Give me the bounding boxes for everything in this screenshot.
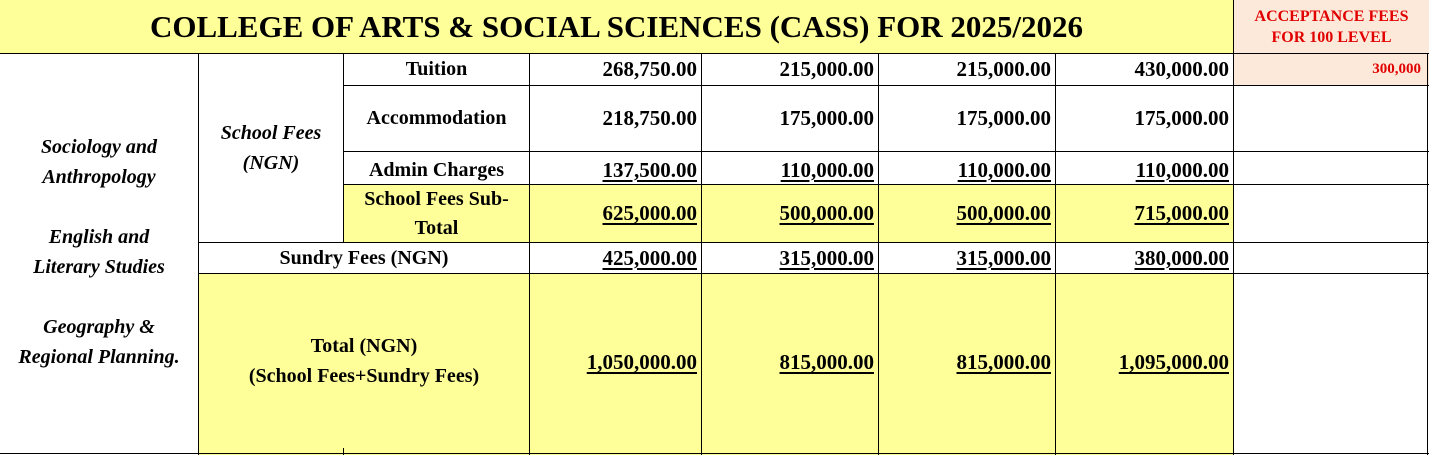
- tuition-value-1: [530, 54, 701, 85]
- accommodation-label-text: Accommodation: [366, 107, 507, 129]
- department-1-label: Sociology and Anthropology: [40, 136, 158, 188]
- subtotal-value-2-text: 500,000.00: [779, 201, 874, 225]
- grid-line: [0, 53, 1429, 54]
- accommodation-value-3: [879, 86, 1055, 151]
- total-value-3-text: 815,000.00: [956, 350, 1051, 374]
- grid-line: [343, 448, 344, 455]
- admin-value-3: [879, 152, 1055, 184]
- grid-line: [878, 53, 879, 455]
- acceptance-value: 300,000: [1372, 61, 1421, 77]
- sundry-value-1: [530, 243, 701, 273]
- admin-value-2: [702, 152, 878, 184]
- total-value-4: [1056, 274, 1233, 455]
- total-value-3: [879, 274, 1055, 455]
- acceptance-header-line1: ACCEPTANCE FEES: [1254, 7, 1409, 25]
- tuition-value-2-text: 215,000.00: [779, 57, 874, 81]
- grid-line: [0, 453, 1429, 454]
- total-value-1: [530, 274, 701, 455]
- admin-value-4: [1056, 152, 1233, 184]
- admin-value-3-text: 110,000.00: [957, 157, 1051, 182]
- grid-line: [1427, 53, 1428, 455]
- tuition-value-4: [1056, 54, 1233, 85]
- subtotal-value-3-text: 500,000.00: [956, 201, 1051, 225]
- admin-value-1-text: 137,500.00: [602, 157, 697, 182]
- subtotal-label-line2: Total: [414, 216, 459, 239]
- grid-line: [344, 184, 1429, 185]
- accommodation-value-3-text: 175,000.00: [956, 106, 1051, 130]
- sundry-value-2: [702, 243, 878, 273]
- grid-line: [199, 273, 1429, 274]
- admin-charges-label-text: Admin Charges: [368, 158, 504, 181]
- tuition-label: [344, 54, 529, 85]
- acceptance-header-line2: FOR 100 LEVEL: [1271, 28, 1392, 46]
- accommodation-label: [344, 86, 529, 151]
- page-title: COLLEGE OF ARTS & SOCIAL SCIENCES (CASS) FOR 2025/2026: [149, 8, 1084, 44]
- sundry-value-4: [1056, 243, 1233, 273]
- grid-line: [343, 53, 344, 243]
- grid-line: [529, 53, 530, 455]
- page-title-cell: [0, 0, 1233, 53]
- subtotal-value-4-text: 715,000.00: [1134, 201, 1229, 225]
- sundry-label-text: Sundry Fees (NGN): [279, 246, 449, 269]
- total-label-line2: (School Fees+Sundry Fees): [248, 364, 480, 387]
- department-2-label: English and Literary Studies: [33, 226, 165, 278]
- subtotal-value-1-text: 625,000.00: [602, 201, 697, 225]
- admin-value-1: [530, 152, 701, 184]
- sundry-value-1-text: 425,000.00: [602, 245, 697, 270]
- accommodation-value-4: [1056, 86, 1233, 151]
- acceptance-value-cell: [1234, 54, 1429, 85]
- total-value-1-text: 1,050,000.00: [586, 350, 697, 374]
- school-fees-group-label: [199, 115, 343, 181]
- tuition-value-3-text: 215,000.00: [956, 57, 1051, 81]
- grid-line: [344, 85, 1429, 86]
- department-3: [0, 310, 198, 374]
- subtotal-value-2: [702, 185, 878, 242]
- grid-line: [701, 53, 702, 455]
- grid-line: [198, 53, 199, 455]
- subtotal-label-line1: School Fees Sub-: [364, 187, 509, 210]
- total-value-2-text: 815,000.00: [779, 350, 874, 374]
- total-label-line1: Total (NGN): [310, 334, 418, 357]
- sundry-value-3-text: 315,000.00: [956, 245, 1051, 270]
- sundry-value-3: [879, 243, 1055, 273]
- accommodation-value-2: [702, 86, 878, 151]
- accommodation-value-2-text: 175,000.00: [779, 106, 874, 130]
- subtotal-value-1: [530, 185, 701, 242]
- school-fees-label-line2: (NGN): [242, 152, 300, 174]
- tuition-value-3: [879, 54, 1055, 85]
- subtotal-label: [344, 185, 529, 242]
- grid-line: [344, 151, 1429, 152]
- grid-line: [199, 242, 1429, 243]
- sundry-value-2-text: 315,000.00: [779, 245, 874, 270]
- total-value-2: [702, 274, 878, 455]
- tuition-value-1-text: 268,750.00: [602, 57, 697, 81]
- grid-line: [1233, 0, 1234, 455]
- total-value-4-text: 1,095,000.00: [1118, 350, 1229, 374]
- admin-charges-label: [344, 152, 529, 184]
- admin-value-4-text: 110,000.00: [1135, 157, 1229, 182]
- department-2: [0, 220, 198, 284]
- admin-value-2-text: 110,000.00: [780, 157, 874, 182]
- department-3-label: Geography & Regional Planning.: [18, 316, 180, 368]
- tuition-label-text: Tuition: [405, 58, 468, 80]
- sundry-label: [199, 243, 529, 273]
- accommodation-value-1-text: 218,750.00: [602, 106, 697, 130]
- sundry-value-4-text: 380,000.00: [1134, 245, 1229, 270]
- tuition-value-2: [702, 54, 878, 85]
- accommodation-value-4-text: 175,000.00: [1134, 106, 1229, 130]
- total-label: [199, 274, 529, 455]
- grid-line: [1055, 53, 1056, 455]
- accommodation-value-1: [530, 86, 701, 151]
- subtotal-value-3: [879, 185, 1055, 242]
- tuition-value-4-text: 430,000.00: [1134, 57, 1229, 81]
- acceptance-fees-header: [1234, 0, 1429, 53]
- subtotal-value-4: [1056, 185, 1233, 242]
- school-fees-label-line1: School Fees: [220, 122, 322, 144]
- department-1: [0, 130, 198, 194]
